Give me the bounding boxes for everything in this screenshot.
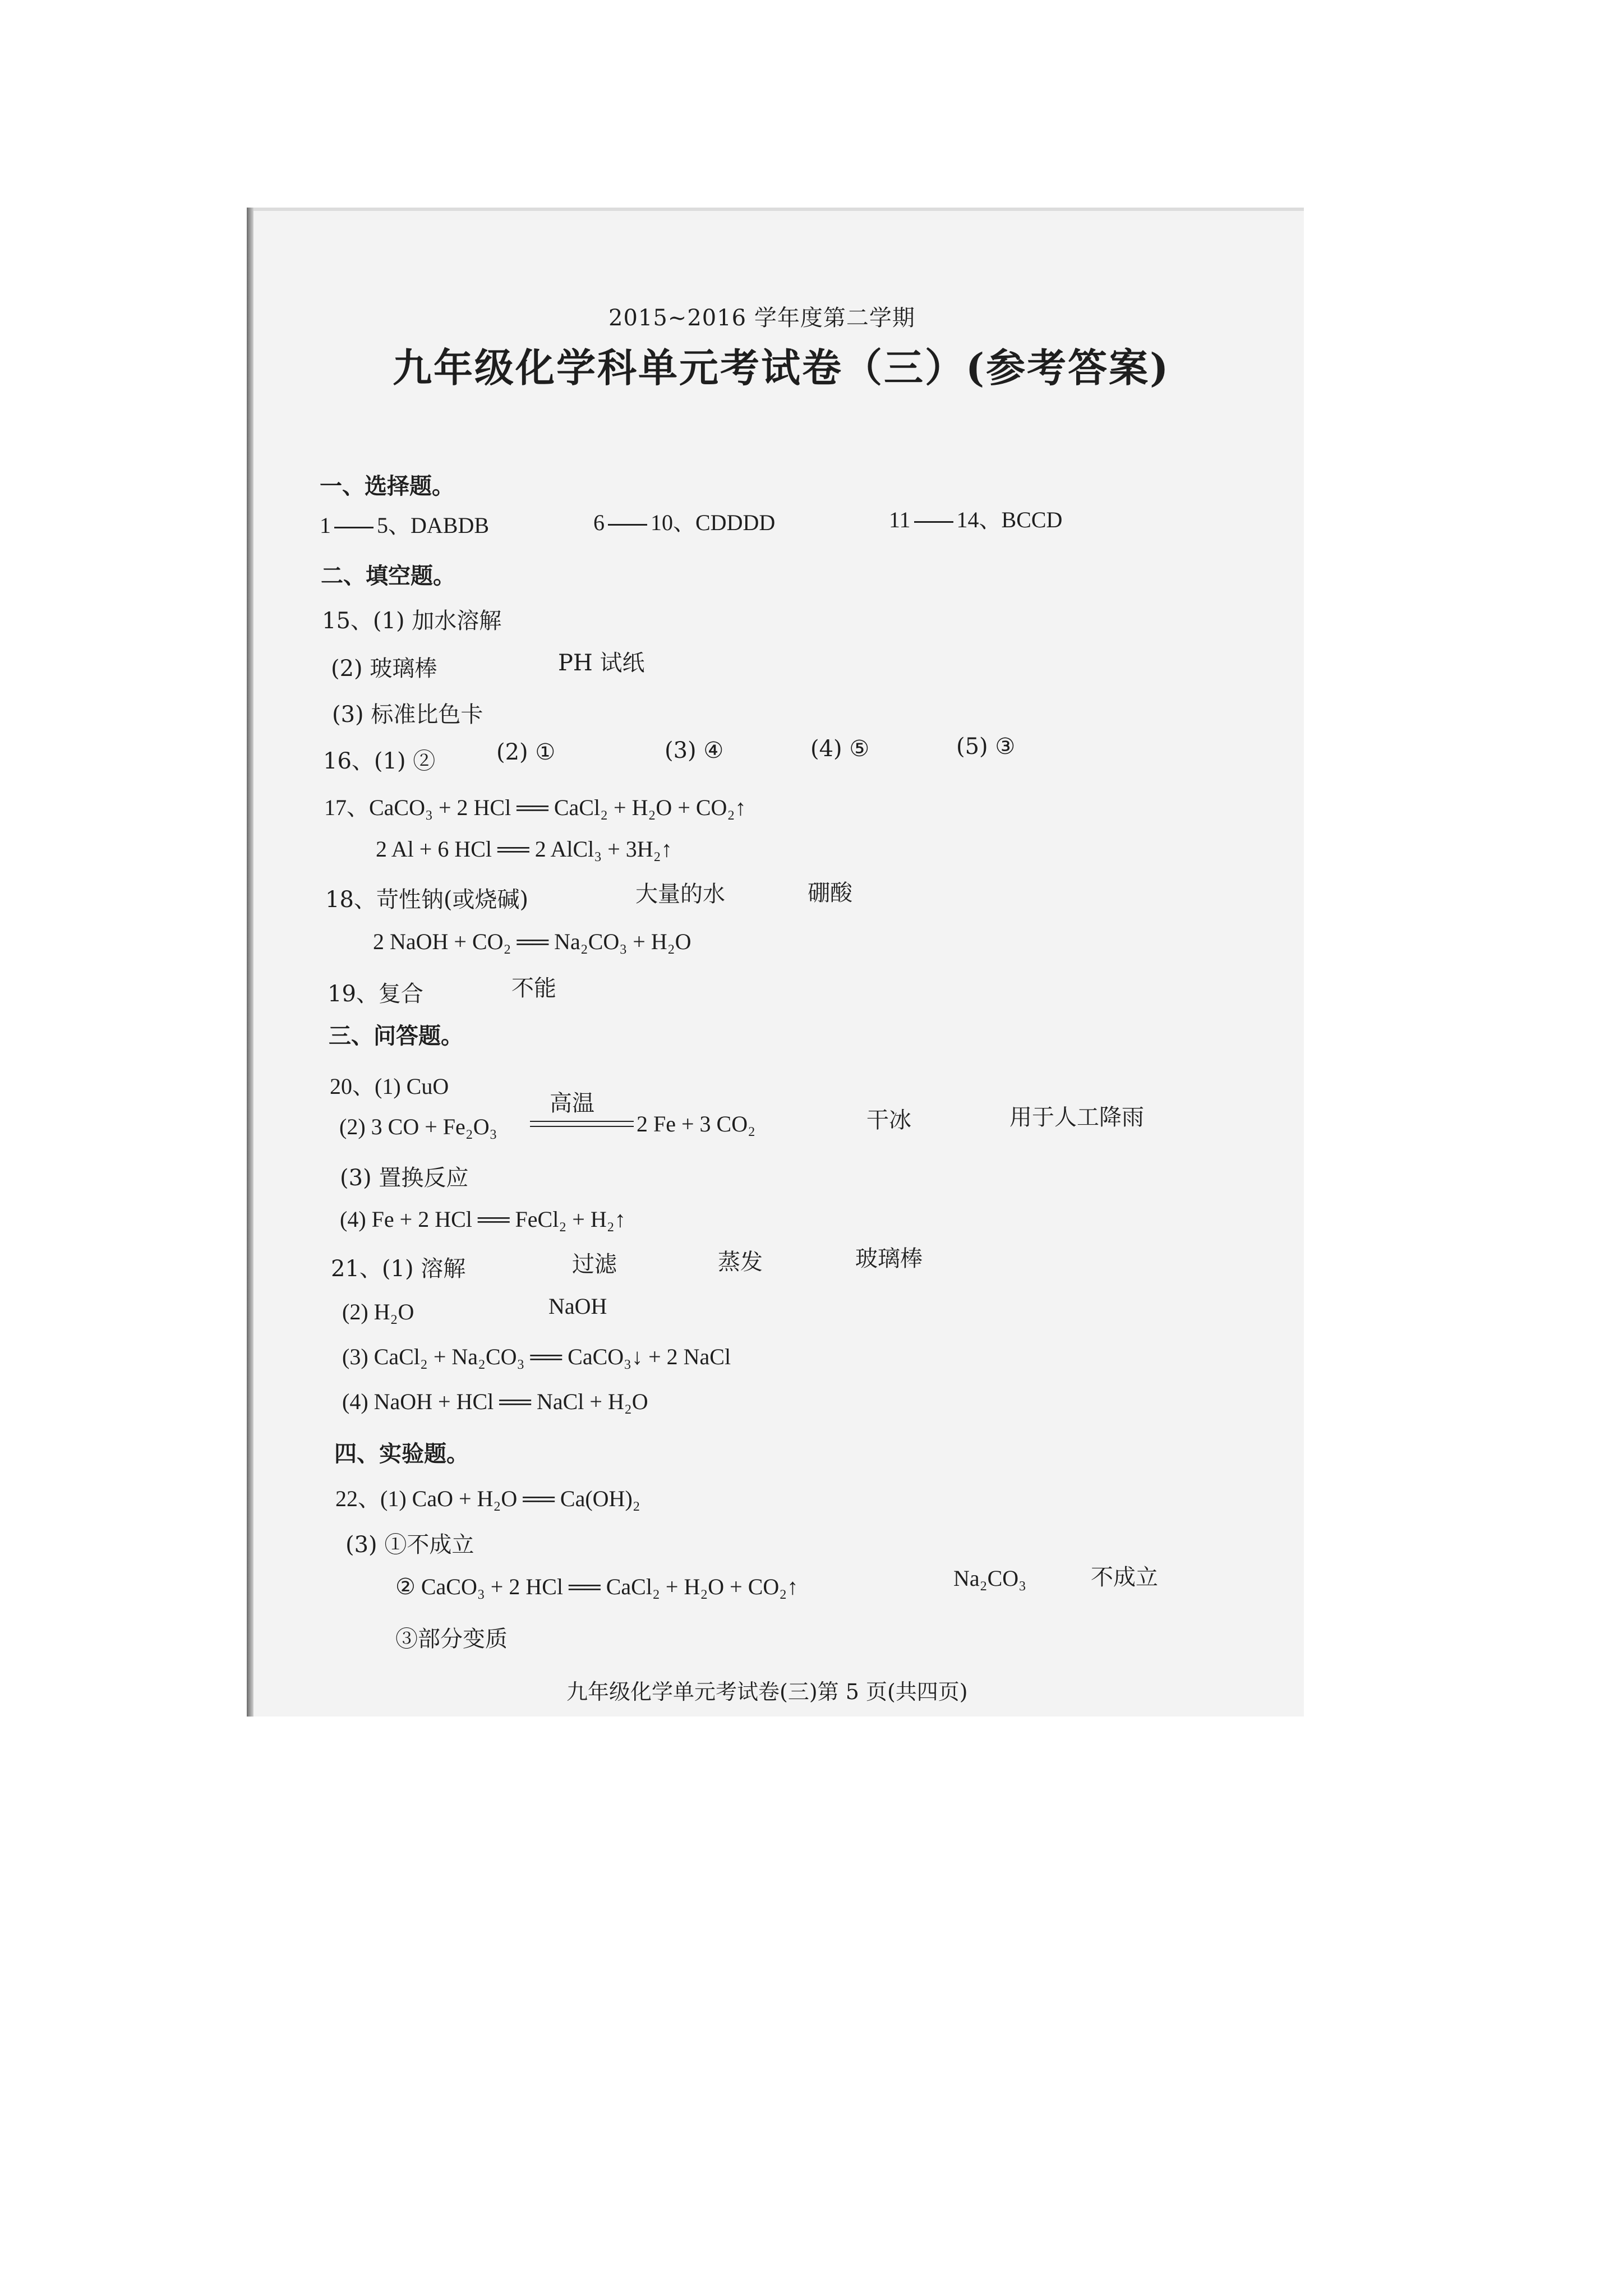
dash-divider (334, 527, 374, 528)
q21-answer-1: 21、(1) 溶解 (331, 1256, 466, 1282)
scan-edge-left (247, 208, 253, 1717)
q22-answer-3c: Na₂CO₃ (953, 1566, 1027, 1591)
choice-group-1 (320, 508, 489, 540)
q22-equation: ② CaCO₃ + 2 HCl ══ CaCl₂ + H₂O + CO₂↑ (395, 1574, 799, 1599)
q20-equation-left: (2) 3 CO + Fe₂O₃ (339, 1114, 497, 1139)
q21-answer-4: (4) NaOH + HCl ══ NaCl + H₂O (342, 1389, 648, 1414)
q20-equation-right: 2 Fe + 3 CO₂ (637, 1111, 756, 1137)
q21-answer-1c: 蒸发 (718, 1249, 763, 1275)
q22-answer-1: 22、(1) CaO + H₂O ══ Ca(OH)₂ (335, 1486, 640, 1511)
choice-group-2 (593, 505, 775, 537)
q21-answer-1d: 玻璃棒 (855, 1246, 923, 1272)
q15-answer-2: (2) 玻璃棒 (331, 656, 437, 682)
choice-group-3-from: 11 (889, 507, 911, 532)
semester-line: 2015~2016 学年度第二学期 (608, 305, 915, 331)
q19-answer-1: 19、复合 (328, 981, 423, 1007)
q21-answer-3: (3) CaCl₂ + Na₂CO₃ ══ CaCO₃↓ + 2 NaCl (342, 1344, 731, 1369)
choice-group-1-from: 1 (320, 513, 331, 538)
q21-answer-1b: 过滤 (572, 1251, 617, 1277)
choice-group-3 (889, 502, 1062, 534)
q20-reaction-condition: 高温 (550, 1091, 594, 1116)
page-title: 九年级化学科单元考试卷（三）(参考答案) (393, 344, 1170, 391)
q16-answer-5: (5) ③ (956, 734, 1016, 760)
choice-group-2-answers: 10、CDDDD (651, 510, 776, 535)
q18-answer-2: 大量的水 (635, 881, 725, 907)
q16-answer-1: 16、(1) ② (323, 748, 436, 774)
q22-answer-3d: 不成立 (1091, 1565, 1158, 1590)
dash-divider (608, 524, 647, 526)
q18-answer-3: 硼酸 (808, 880, 852, 906)
q20-reaction-arrow (530, 1121, 634, 1127)
section-choice-heading: 一、选择题。 (320, 473, 454, 499)
section-fill-heading: 二、填空题。 (321, 563, 455, 589)
q19-answer-2: 不能 (511, 976, 556, 1001)
q16-answer-3: (3) ④ (665, 738, 724, 763)
q18-equation: 2 NaOH + CO₂ ══ Na₂CO₃ + H₂O (373, 929, 691, 954)
q15-answer-2b: PH 试纸 (558, 650, 645, 676)
q20-answer-2c: 用于人工降雨 (1009, 1105, 1144, 1130)
q17-equation-2: 2 Al + 6 HCl ══ 2 AlCl₃ + 3H₂↑ (376, 836, 672, 862)
q16-answer-2: (2) ① (496, 739, 556, 765)
scan-edge-top (247, 208, 1304, 211)
q20-answer-3: (3) 置换反应 (340, 1165, 469, 1191)
q22-answer-3: (3) ①不成立 (345, 1532, 474, 1558)
choice-group-2-from: 6 (593, 510, 605, 535)
q15-answer-1: 15、(1) 加水溶解 (322, 608, 502, 634)
section-qa-heading: 三、问答题。 (329, 1023, 463, 1049)
q17-equation-1: 17、CaCO₃ + 2 HCl ══ CaCl₂ + H₂O + CO₂↑ (324, 795, 746, 820)
section-experiment-heading: 四、实验题。 (334, 1441, 469, 1467)
dash-divider (914, 521, 953, 523)
choice-group-1-answers: 5、DABDB (377, 513, 490, 538)
q20-answer-4: (4) Fe + 2 HCl ══ FeCl₂ + H₂↑ (340, 1207, 626, 1232)
q16-answer-4: (4) ⑤ (810, 736, 870, 762)
choice-group-3-answers: 14、BCCD (956, 507, 1063, 532)
q22-answer-3e: ③部分变质 (395, 1626, 508, 1652)
q20-answer-1: 20、(1) CuO (330, 1074, 449, 1099)
q15-answer-3: (3) 标准比色卡 (332, 702, 483, 728)
q21-answer-2b: NaOH (548, 1294, 607, 1319)
q21-answer-2: (2) H₂O (342, 1299, 414, 1324)
page-footer: 九年级化学单元考试卷(三)第 5 页(共四页) (566, 1680, 968, 1704)
q18-answer-1: 18、苛性钠(或烧碱) (325, 887, 529, 913)
q20-answer-2b: 干冰 (866, 1107, 911, 1133)
